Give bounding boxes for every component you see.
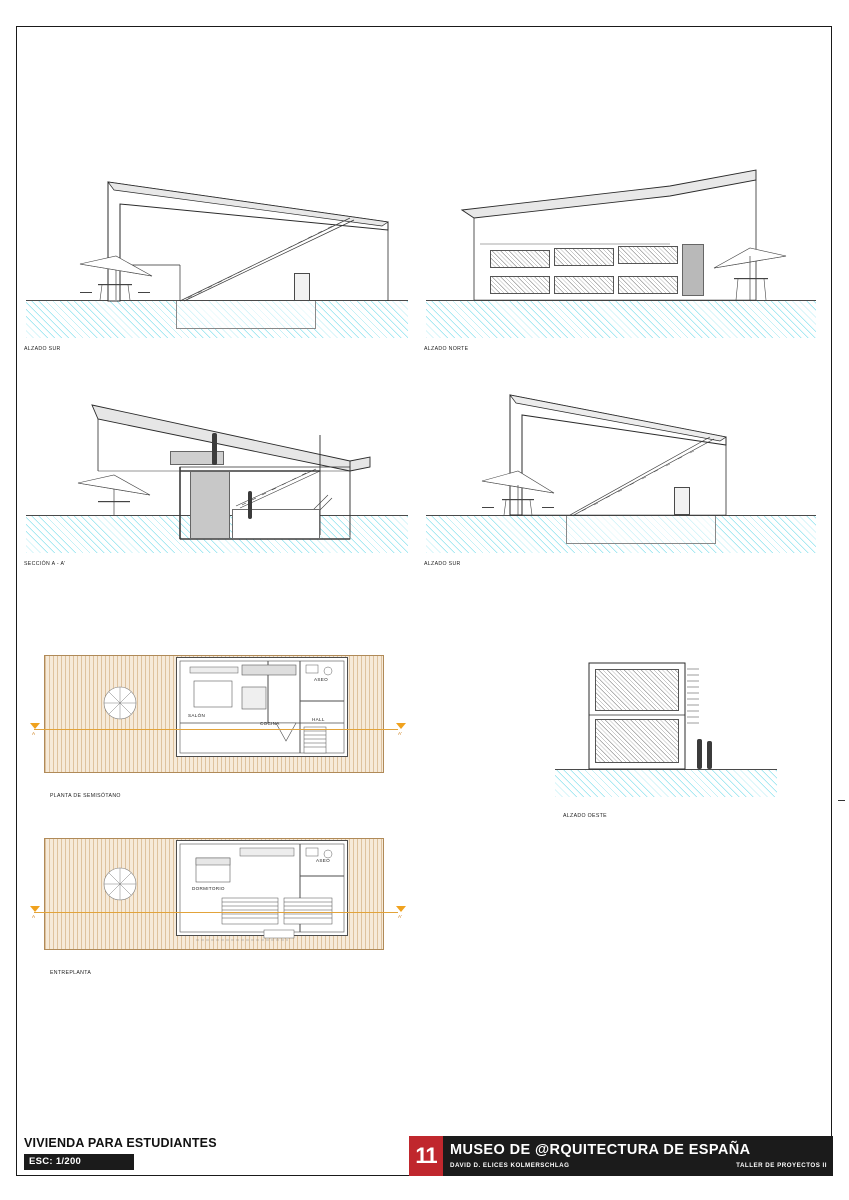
titleblock-right (409, 1136, 833, 1176)
facade-panel (618, 276, 678, 294)
scale-badge: ESC: 1/200 (24, 1154, 134, 1170)
room-label-dormitorio: DORMITORIO (192, 886, 225, 891)
elevation-outline (420, 375, 820, 580)
titleblock-left (24, 1136, 354, 1170)
figure-person (212, 433, 217, 465)
figure-person (697, 739, 702, 769)
section-core (190, 471, 230, 539)
section-axis-line (34, 729, 398, 730)
entrance-door (294, 273, 310, 301)
facade-panel (595, 719, 679, 763)
room-label-salon: SALÓN (188, 713, 206, 718)
figure-person (707, 741, 712, 769)
drawing-planta-semisotano (28, 645, 418, 810)
section-room (232, 509, 320, 539)
caption-alzado-sur-2: ALZADO SUR (424, 561, 461, 567)
room-label-cocina: COCINA (260, 721, 280, 726)
drawing-seccion-aa (20, 375, 410, 580)
facade-panel (490, 250, 550, 268)
section-axis-line (34, 912, 398, 913)
facade-panel (618, 246, 678, 264)
caption-alzado-norte: ALZADO NORTE (424, 346, 469, 352)
course-name: TALLER DE PROYECTOS II (736, 1162, 827, 1169)
facade-panel (595, 669, 679, 711)
axis-label-right: A' (398, 914, 402, 919)
plan-linework (28, 830, 418, 990)
drawing-alzado-sur-2 (420, 375, 820, 580)
project-title: VIVIENDA PARA ESTUDIANTES (24, 1136, 217, 1150)
titleblock-subline (450, 1162, 827, 1169)
caption-alzado-oeste: ALZADO OESTE (563, 813, 607, 819)
room-label-aseo: ASEO (316, 858, 330, 863)
caption-entreplanta: ENTREPLANTA (50, 970, 92, 976)
author-name: DAVID D. ELICES KOLMERSCHLAG (450, 1162, 570, 1169)
sheet-number-badge: 11 (409, 1136, 443, 1176)
room-label-aseo: ASEO (314, 677, 328, 682)
plan-linework (28, 645, 418, 810)
entrance-door (674, 487, 690, 515)
margin-tick (838, 800, 845, 801)
section-marker-right (396, 723, 406, 729)
caption-alzado-sur-1: ALZADO SUR (24, 346, 61, 352)
elevation-outline (20, 160, 410, 360)
figure-person (248, 491, 252, 519)
drawing-alzado-sur-1 (20, 160, 410, 360)
drawing-alzado-norte (420, 160, 820, 360)
section-marker-right (396, 906, 406, 912)
drawing-alzado-oeste (545, 655, 795, 835)
titleblock-text (443, 1136, 833, 1176)
axis-label-left: A (32, 731, 36, 736)
institution-name: MUSEO DE @RQUITECTURA DE ESPAÑA (450, 1142, 751, 1158)
section-marker-left (30, 906, 40, 912)
facade-core (682, 244, 704, 296)
caption-seccion-aa: SECCIÓN A - A' (24, 561, 66, 567)
axis-label-right: A' (398, 731, 402, 736)
facade-panel (554, 248, 614, 266)
drawing-entreplanta (28, 830, 418, 990)
caption-planta-semisotano: PLANTA DE SEMISÓTANO (50, 793, 121, 799)
axis-label-left: A (32, 914, 36, 919)
section-marker-left (30, 723, 40, 729)
facade-panel (554, 276, 614, 294)
room-label-hall: HALL (312, 717, 325, 722)
facade-panel (490, 276, 550, 294)
